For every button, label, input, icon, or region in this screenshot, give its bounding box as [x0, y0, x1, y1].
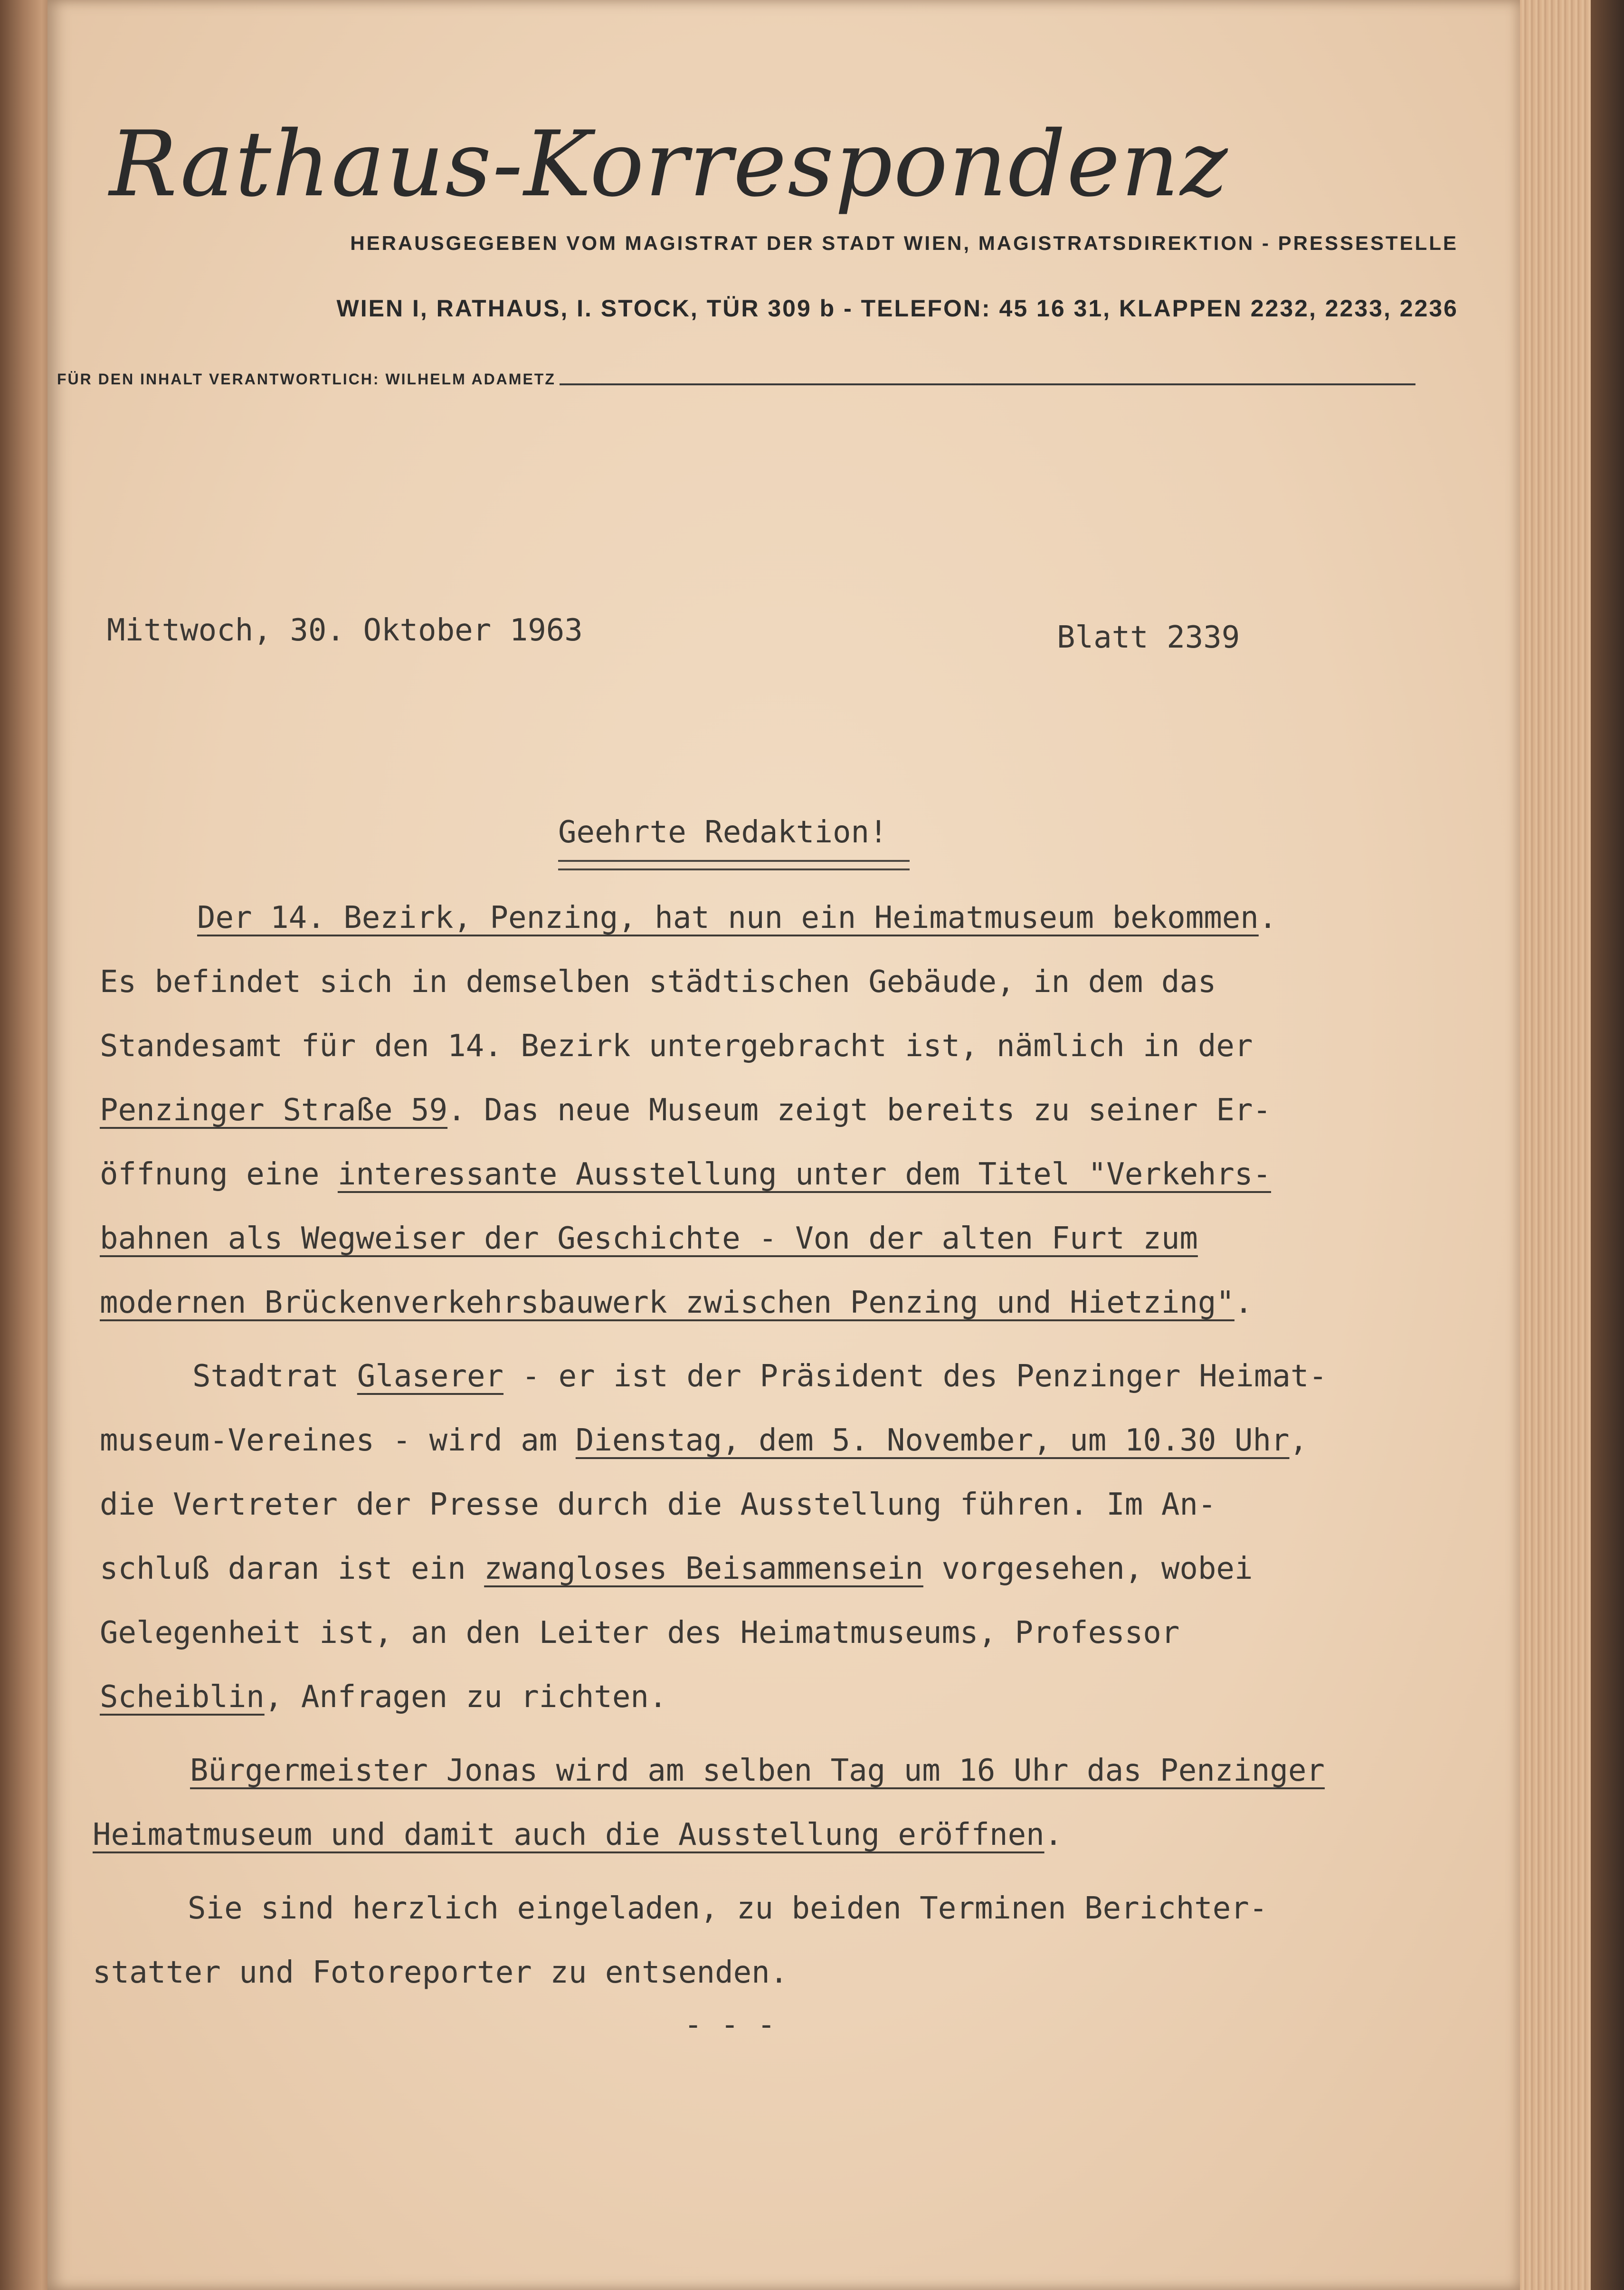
body-text: die Vertreter der Presse durch die Ausstellung führen. Im An-	[100, 1487, 1216, 1522]
responsible-label: FÜR DEN INHALT VERANTWORTLICH: WILHELM ADAMETZ	[57, 371, 556, 388]
body-line	[100, 1157, 1271, 1192]
body-text: - er ist der Präsident des Penzinger Heimat-	[503, 1359, 1327, 1394]
underlined-text: Glaserer	[357, 1359, 504, 1394]
end-mark: - - -	[684, 2007, 776, 2042]
greeting-double-rule	[558, 860, 910, 870]
underlined-text: modernen Brückenverkehrsbauwerk zwischen Penzing und Hietzing"	[100, 1285, 1235, 1320]
body-text: .	[1258, 900, 1277, 935]
body-text: .	[1234, 1285, 1253, 1320]
underlined-text: interessante Ausstellung unter dem Titel "Verkehrs-	[337, 1157, 1271, 1192]
greeting: Geehrte Redaktion!	[558, 815, 888, 850]
masthead-title: Rathaus-Korrespondenz	[109, 112, 1229, 217]
body-line	[100, 1423, 1308, 1458]
letter-date: Mittwoch, 30. Oktober 1963	[107, 613, 583, 648]
body-text: statter und Fotoreporter zu entsenden.	[93, 1955, 788, 1990]
body-line	[100, 1093, 1271, 1128]
body-text: öffnung eine	[100, 1157, 338, 1192]
body-line	[93, 1955, 788, 1990]
masthead-publisher: HERAUSGEGEBEN VOM MAGISTRAT DER STADT WIEN, MAGISTRATSDIREKTION - PRESSESTELLE	[350, 232, 1458, 254]
body-text: Es befindet sich in demselben städtischen Gebäude, in dem das	[100, 964, 1216, 1000]
body-line	[190, 1753, 1325, 1788]
underlined-text: Bürgermeister Jonas wird am selben Tag um 16 Uhr das Penzinger	[190, 1753, 1325, 1788]
body-line	[100, 1221, 1198, 1256]
underlined-text: Penzinger Straße 59	[100, 1093, 448, 1128]
body-text: .	[1044, 1817, 1063, 1852]
right-shadow	[1591, 0, 1624, 2290]
body-text: Standesamt für den 14. Bezirk untergebracht ist, nämlich in der	[100, 1029, 1253, 1064]
body-line	[100, 964, 1216, 1000]
body-line	[188, 1891, 1267, 1926]
body-line	[100, 1679, 667, 1715]
underlined-text: Dienstag, dem 5. November, um 10.30 Uhr	[575, 1423, 1290, 1458]
masthead-address: WIEN I, RATHAUS, I. STOCK, TÜR 309 b - TELEFON: 45 16 31, KLAPPEN 2232, 2233, 2236	[336, 295, 1458, 322]
sheet-number: Blatt 2339	[1057, 620, 1240, 655]
body-text: Stadtrat	[192, 1359, 357, 1394]
body-line	[100, 1285, 1253, 1320]
body-line	[100, 1029, 1253, 1064]
underlined-text: Der 14. Bezirk, Penzing, hat nun ein Heimatmuseum bekommen	[197, 900, 1259, 935]
underlined-text: zwangloses Beisammensein	[484, 1551, 923, 1586]
body-line	[192, 1359, 1327, 1394]
document-page	[47, 0, 1520, 2290]
body-line	[100, 1551, 1253, 1586]
body-line	[93, 1817, 1063, 1852]
left-page-edge	[0, 0, 52, 2290]
body-text: , Anfragen zu richten.	[264, 1679, 667, 1715]
body-line	[100, 1487, 1216, 1522]
body-text: schluß daran ist ein	[100, 1551, 484, 1586]
responsible-rule	[560, 383, 1415, 385]
underlined-text: Scheiblin	[100, 1679, 265, 1715]
body-text: ,	[1289, 1423, 1308, 1458]
body-text: Gelegenheit ist, an den Leiter des Heimatmuseums, Professor	[100, 1615, 1180, 1651]
body-text: vorgesehen, wobei	[923, 1551, 1253, 1586]
underlined-text: bahnen als Wegweiser der Geschichte - Von der alten Furt zum	[100, 1221, 1198, 1256]
underlined-text: Heimatmuseum und damit auch die Ausstellung eröffnen	[93, 1817, 1045, 1852]
body-text: museum-Vereines - wird am	[100, 1423, 576, 1458]
body-line	[100, 1615, 1179, 1651]
body-text: Sie sind herzlich eingeladen, zu beiden Terminen Berichter-	[188, 1891, 1268, 1926]
responsible-row	[57, 371, 1415, 388]
body-text: . Das neue Museum zeigt bereits zu seiner Er-	[447, 1093, 1271, 1128]
body-line	[197, 900, 1277, 935]
